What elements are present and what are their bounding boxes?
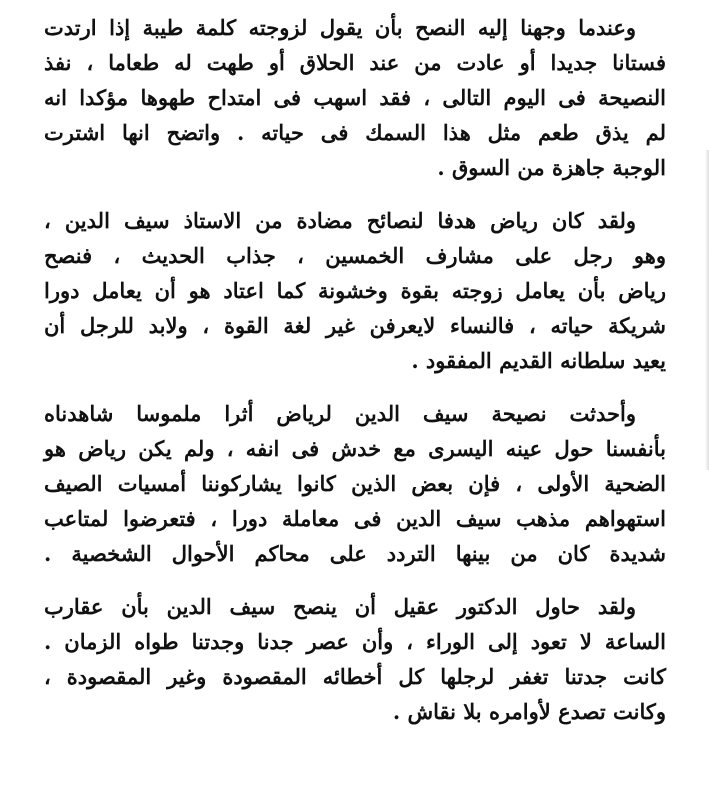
paragraph-4: [44, 589, 666, 729]
document-page: [44, 10, 666, 747]
paragraph-1: [44, 10, 666, 185]
text-line: الوجبة جاهزة من السوق .: [437, 155, 666, 180]
text-line: ولقد كان رياض هدفا لنصائح مضادة من الاستاذ سيف الدين ،: [44, 208, 636, 233]
text-line: بأنفسنا حول عينه اليسرى مع خدش فى انفه ، ولم يكن رياض هو: [44, 436, 666, 461]
text-line: شديدة كان من بينها التردد على محاكم الأحوال الشخصية .: [44, 541, 666, 566]
text-line: الضحية الأولى ، فإن بعض الذين كانوا يشاركوننا أمسيات الصيف: [44, 471, 666, 496]
text-line: رياض بأن يعامل زوجته بقوة وخشونة كما اعتاد هو أن يعامل دورا: [44, 278, 666, 303]
text-line: الساعة لا تعود إلى الوراء ، وأن عصر جدنا وجدتنا طواه الزمان .: [44, 629, 666, 654]
text-line: كانت جدتنا تغفر لرجلها كل أخطائه المقصودة وغير المقصودة ،: [44, 664, 666, 689]
paragraph-3: [44, 396, 666, 571]
text-line: وهو رجل على مشارف الخمسين ، جذاب الحديث ، فنصح: [44, 243, 666, 268]
text-line: النصيحة فى اليوم التالى ، فقد اسهب فى امتداح طهوها مؤكدا انه: [44, 85, 666, 110]
text-line: ولقد حاول الدكتور عقيل أن ينصح سيف الدين بأن عقارب: [44, 594, 636, 619]
text-line: وعندما وجهنا إليه النصح بأن يقول لزوجته كلمة طيبة إذا ارتدت: [44, 15, 636, 40]
text-line: وكانت تصدع لأوامره بلا نقاش .: [392, 699, 666, 724]
text-line: لم يذق طعم مثل هذا السمك فى حياته . واتضح انها اشترت: [44, 120, 666, 145]
text-line: فستانا جديدا أو عادت من عند الحلاق أو طهت له طعاما ، نفذ: [44, 50, 666, 75]
text-line: شريكة حياته ، فالنساء لايعرفن غير لغة القوة ، ولابد للرجل أن: [44, 313, 666, 338]
paragraph-2: [44, 203, 666, 378]
text-line: يعيد سلطانه القديم المفقود .: [411, 348, 666, 373]
text-line: استهواهم مذهب سيف الدين فى معاملة دورا ، فتعرضوا لمتاعب: [44, 506, 666, 531]
text-line: وأحدثت نصيحة سيف الدين لرياض أثرا ملموسا شاهدناه: [44, 401, 636, 426]
page-edge-shadow: [705, 150, 709, 470]
